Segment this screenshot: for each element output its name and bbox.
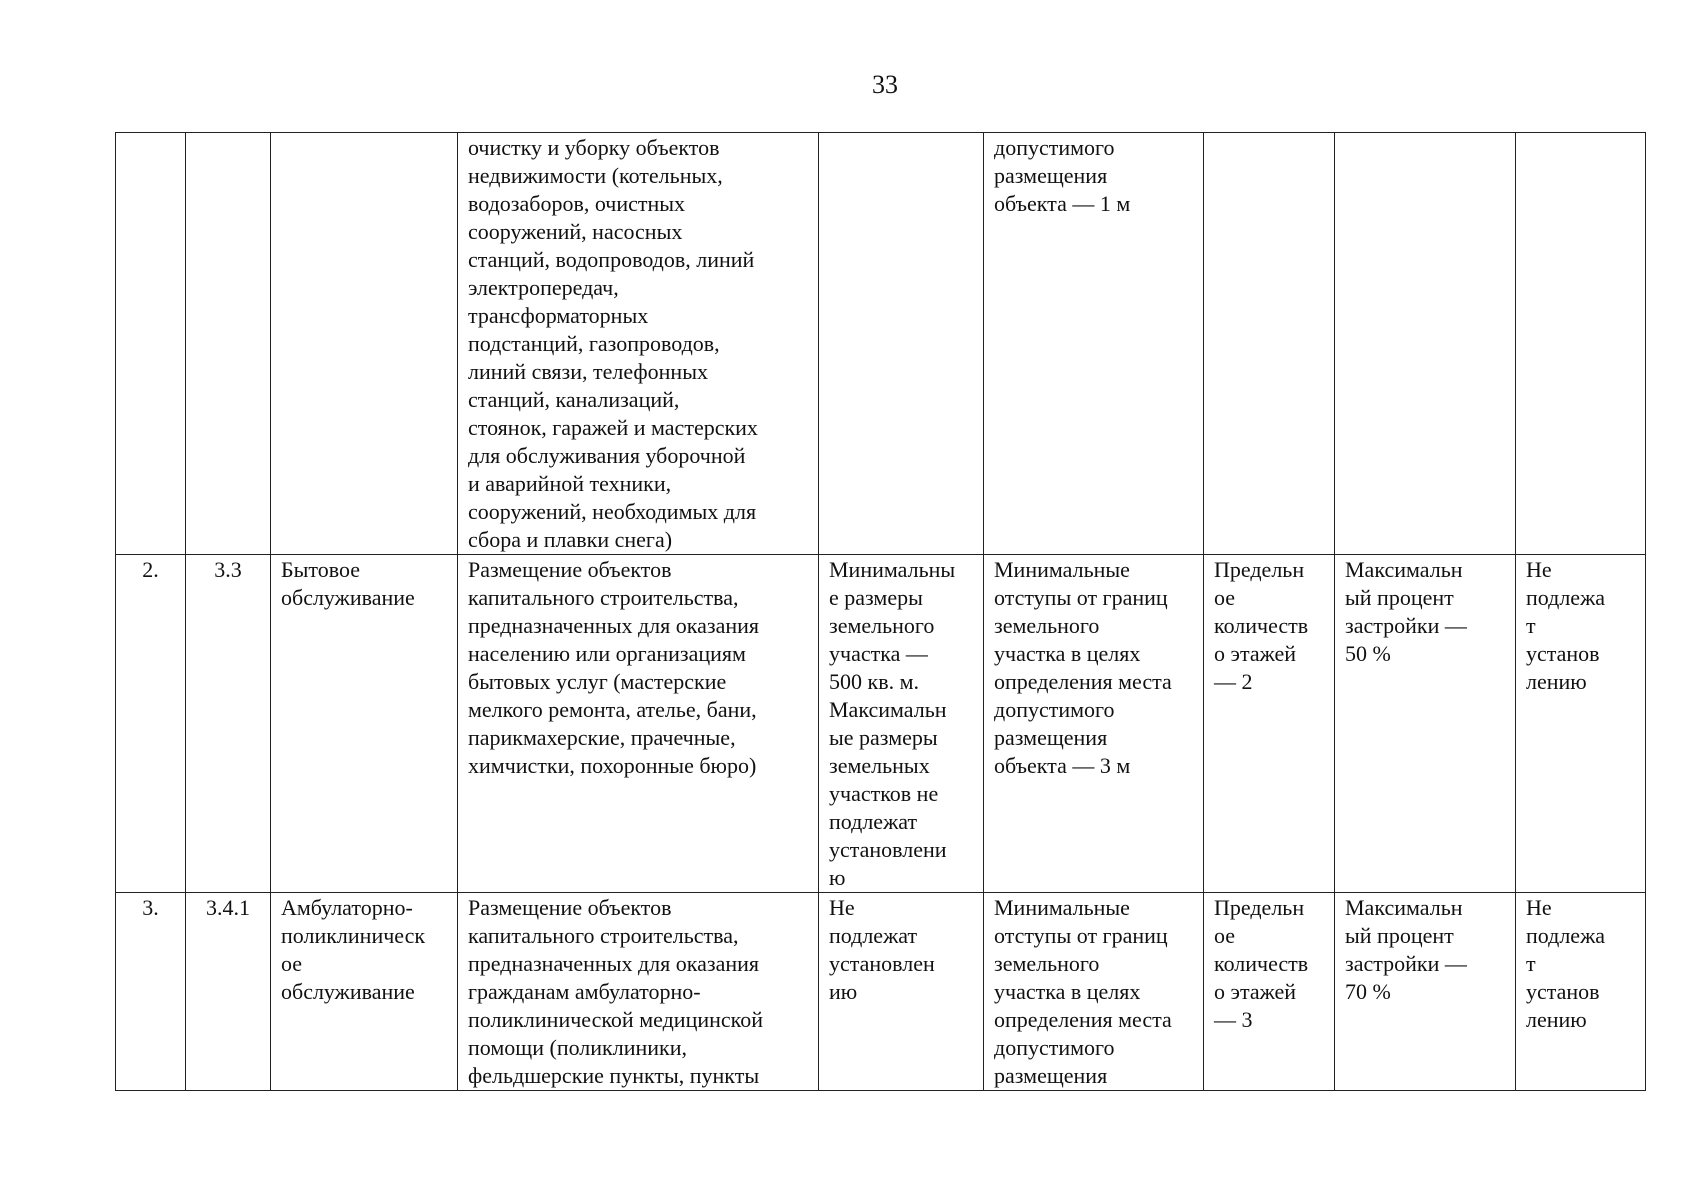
floors-cell: Предельн ое количеств о этажей — 3 [1204, 893, 1335, 1091]
setbacks-cell: Минимальные отступы от границ земельного участка в целях определения места допустимого размещения [984, 893, 1204, 1091]
table-row [116, 893, 1646, 1091]
coverage-cell [1335, 133, 1516, 555]
floors-cell: Предельн ое количеств о этажей — 2 [1204, 555, 1335, 893]
plot-size-cell [819, 133, 984, 555]
use-name-cell: Бытовое обслуживание [271, 555, 458, 893]
row-number-cell: 3. [116, 893, 186, 1091]
table-row [116, 133, 1646, 555]
other-parameters-cell [1516, 133, 1646, 555]
coverage-cell: Максимальн ый процент застройки — 70 % [1335, 893, 1516, 1091]
use-code-cell [186, 133, 271, 555]
use-description-cell: очистку и уборку объектов недвижимости (котельных, водозаборов, очистных сооружений, насосных станций, водопроводов, линий электропередач, трансформаторных подстанций, газопроводов, линий связи, телефонных станций, канализаций, стоянок, гаражей и мастерских для обслуживания уборочной и аварийной техники, сооружений, необходимых для сбора и плавки снега) [458, 133, 819, 555]
setbacks-cell: Минимальные отступы от границ земельного участка в целях определения места допустимого размещения объекта — 3 м [984, 555, 1204, 893]
other-parameters-cell: Не подлежа т установ лению [1516, 555, 1646, 893]
page-number: 33 [872, 70, 898, 99]
use-name-cell [271, 133, 458, 555]
row-number-cell: 2. [116, 555, 186, 893]
coverage-cell: Максимальн ый процент застройки — 50 % [1335, 555, 1516, 893]
setbacks-cell: допустимого размещения объекта — 1 м [984, 133, 1204, 555]
plot-size-cell: Не подлежат установлен ию [819, 893, 984, 1091]
floors-cell [1204, 133, 1335, 555]
other-parameters-cell: Не подлежа т установ лению [1516, 893, 1646, 1091]
land-use-regulations-table [115, 132, 1646, 1091]
use-code-cell: 3.4.1 [186, 893, 271, 1091]
table-row [116, 555, 1646, 893]
use-description-cell: Размещение объектов капитального строительства, предназначенных для оказания гражданам амбулаторно- поликлинической медицинской помощи (поликлиники, фельдшерские пункты, пункты [458, 893, 819, 1091]
use-code-cell: 3.3 [186, 555, 271, 893]
use-description-cell: Размещение объектов капитального строительства, предназначенных для оказания населению или организациям бытовых услуг (мастерские мелкого ремонта, ателье, бани, парикмахерские, прачечные, химчистки, похоронные бюро) [458, 555, 819, 893]
row-number-cell [116, 133, 186, 555]
use-name-cell: Амбулаторно- поликлиническ ое обслуживание [271, 893, 458, 1091]
plot-size-cell: Минимальны е размеры земельного участка — 500 кв. м. Максимальн ые размеры земельных участков не подлежат установлени ю [819, 555, 984, 893]
